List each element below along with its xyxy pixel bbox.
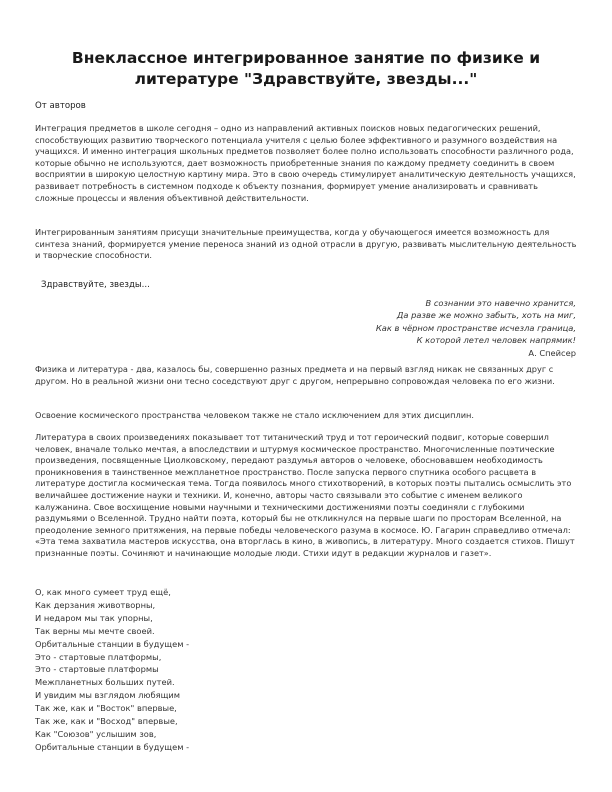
paragraph-advantages: Интегрированным занятиям присущи значительные преимущества, когда у обучающегося имеется возможность для синтеза знаний, формируется умение переноса знаний из одной отрасли в другую, развивать мыслительную деятельность и творческие способности. — [35, 227, 577, 261]
poem — [35, 586, 335, 754]
poem-line: Так же, как и "Восход" впервые, — [35, 716, 178, 727]
poem-line: Это - стартовые платформы, — [35, 651, 162, 662]
paragraph-space-exploration: Освоение космического пространства человеком также не стало исключением для этих дисциплин. — [35, 410, 474, 420]
epigraph-line: Да разве же можно забыть, хоть на миг, — [396, 310, 576, 321]
paragraph-integration: Интеграция предметов в школе сегодня – одно из направлений активных поисков новых педагогических решений, способствующих развитию творческого потенциала учителя с целью более эффективного и разумного воздействия на учащихся. И именно интеграция школьных предметов позволяет более полно использовать способности различного рода, которые обычно не используются, дает возможность приобретенные знания по каждому предмету соединить в своем восприятии в широкую целостную картину мира. Это в свою очередь стимулирует аналитическую деятельность учащихся, развивает потребность в системном подходе к объекту познания, формирует умение анализировать и сравнивать сложные процессы и явления объективной действительности. — [35, 123, 576, 203]
poem-line: Это - стартовые платформы — [35, 664, 159, 675]
poem-line: Как "Союзов" услышим зов, — [35, 728, 157, 739]
poem-line: О, как много сумеет труд ещё, — [35, 587, 171, 597]
epigraph-line: Как в чёрном пространстве исчезла граница, — [375, 322, 576, 333]
poem-line: Орбитальные станции в будущем - — [35, 638, 190, 649]
document-title: Внеклассное интегрированное занятие по физике и литературе "Здравствуйте, звезды..." — [71, 49, 541, 88]
poem-line: Межпланетных больших путей. — [35, 677, 175, 688]
poem-line: Как дерзания животворны, — [35, 599, 156, 610]
from-authors-heading: От авторов — [35, 101, 86, 111]
poem-line: И увидим мы взглядом любящим — [35, 690, 181, 701]
epigraph — [246, 297, 576, 359]
epigraph-line: К которой летел человек напрямик! — [416, 335, 576, 346]
epigraph-line: В сознании это навечно хранится, — [425, 298, 576, 308]
paragraph-physics-literature: Физика и литература - два, казалось бы, совершенно разных предмета и на первый взгляд никак не связанных друг с другом. Но в реальной жизни они тесно соседствуют друг с другом, непрерывно сопровождая человека по его жизни. — [35, 364, 555, 386]
poem-line: Так же, как и "Восток" впервые, — [35, 703, 177, 714]
poem-line: И недаром мы так упорны, — [35, 612, 153, 623]
epigraph-author: А. Спейсер — [528, 347, 576, 358]
section-heading: Здравствуйте, звезды... — [41, 280, 150, 290]
paragraph-literature-works: Литература в своих произведениях показывает тот титанический труд и тот героический подвиг, которые совершил человек, вначале только мечтая, а впоследствии и штурмуя космическое пространство. Многочисленные поэтические произведения, посвященные Циолковскому, передают раздумья авторов о человеке, обосновавшем необходимость проникновения в таинственное межпланетное пространство. После запуска первого спутника особого расцвета в литературе достигла космическая тема. Тогда появилось много стихотворений, в которых поэты пытались осмыслить это величайшее достижение науки и техники. И, конечно, авторы часто связывали это событие с именем великого калужанина. Свое восхищение новыми научными и техническими достижениями поэты соединяли с глубокими раздумьями о Вселенной. Трудно найти поэта, который бы не откликнулся на первые шаги по просторам Вселенной, на преодоление земного притяжения, на первые победы человеческого разума в космосе. Ю. Гагарин справедливо отмечал: «Эта тема захватила мастеров искусства, она вторглась в кино, в живопись, в литературу. Много создается стихов. Пишут признанные поэты. Сочиняют и начинающие молодые люди. Стихи идут в редакции журналов и газет». — [35, 432, 575, 558]
poem-line: Орбитальные станции в будущем - — [35, 741, 190, 752]
poem-line: Так верны мы мечте своей. — [35, 625, 155, 636]
